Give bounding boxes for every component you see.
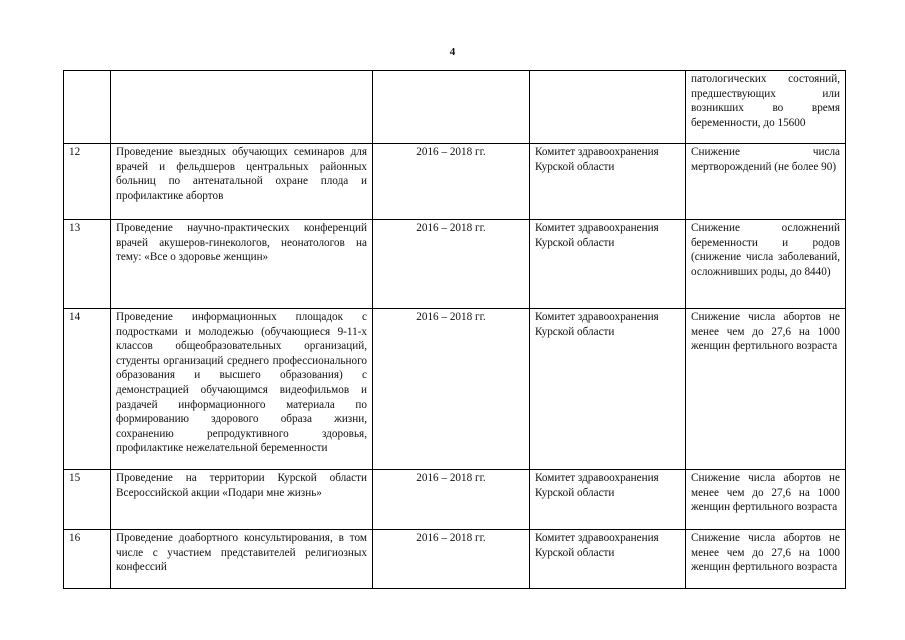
table-row xyxy=(64,71,846,144)
period-cell: 2016 – 2018 гг. xyxy=(373,220,530,309)
period-cell: 2016 – 2018 гг. xyxy=(373,309,530,470)
activity-cell: Проведение информационных площадок с подростками и молодежью (обучающиеся 9-11-х классов общеобразовательных организаций, студенты организаций среднего профессионального образования и высшего образования) с демонстрацией обучающимся видеофильмов и раздачей информационного материала по формированию здорового образа жизни, сохранению репродуктивного здоровья, профилактике нежелательной беременности xyxy=(111,309,373,470)
activity-cell: Проведение на территории Курской области Всероссийской акции «Подари мне жизнь» xyxy=(111,470,373,530)
result-cell: патологических состояний, предшествующих или возникших во время беременности, до 15600 xyxy=(686,71,846,144)
activity-cell: Проведение доабортного консультирования, в том числе с участием представителей религиозных конфессий xyxy=(111,530,373,589)
period-cell: 2016 – 2018 гг. xyxy=(373,144,530,220)
result-cell: Снижение числа абортов не менее чем до 27,6 на 1000 женщин фертильного возраста xyxy=(686,470,846,530)
activity-cell xyxy=(111,71,373,144)
row-number: 13 xyxy=(64,220,111,309)
result-cell: Снижение числа мертворождений (не более 90) xyxy=(686,144,846,220)
executor-cell xyxy=(530,71,686,144)
page-number: 4 xyxy=(449,46,456,58)
period-cell xyxy=(373,71,530,144)
activity-cell: Проведение выездных обучающих семинаров для врачей и фельдшеров центральных районных больниц по антенатальной охране плода и профилактике абортов xyxy=(111,144,373,220)
measures-table xyxy=(63,70,846,589)
row-number xyxy=(64,71,111,144)
row-number: 14 xyxy=(64,309,111,470)
row-number: 16 xyxy=(64,530,111,589)
activity-cell: Проведение научно-практических конференций врачей акушеров-гинекологов, неонатологов на тему: «Все о здоровье женщин» xyxy=(111,220,373,309)
table-row xyxy=(64,530,846,589)
result-cell: Снижение числа абортов не менее чем до 27,6 на 1000 женщин фертильного возраста xyxy=(686,309,846,470)
table-row xyxy=(64,470,846,530)
executor-cell: Комитет здравоохранения Курской области xyxy=(530,220,686,309)
table-row xyxy=(64,309,846,470)
period-cell: 2016 – 2018 гг. xyxy=(373,530,530,589)
executor-cell: Комитет здравоохранения Курской области xyxy=(530,530,686,589)
executor-cell: Комитет здравоохранения Курской области xyxy=(530,309,686,470)
row-number: 15 xyxy=(64,470,111,530)
result-cell: Снижение осложнений беременности и родов (снижение числа заболеваний, осложнивших роды, до 8440) xyxy=(686,220,846,309)
row-number: 12 xyxy=(64,144,111,220)
table-row xyxy=(64,144,846,220)
executor-cell: Комитет здравоохранения Курской области xyxy=(530,144,686,220)
period-cell: 2016 – 2018 гг. xyxy=(373,470,530,530)
executor-cell: Комитет здравоохранения Курской области xyxy=(530,470,686,530)
table-row xyxy=(64,220,846,309)
result-cell: Снижение числа абортов не менее чем до 27,6 на 1000 женщин фертильного возраста xyxy=(686,530,846,589)
